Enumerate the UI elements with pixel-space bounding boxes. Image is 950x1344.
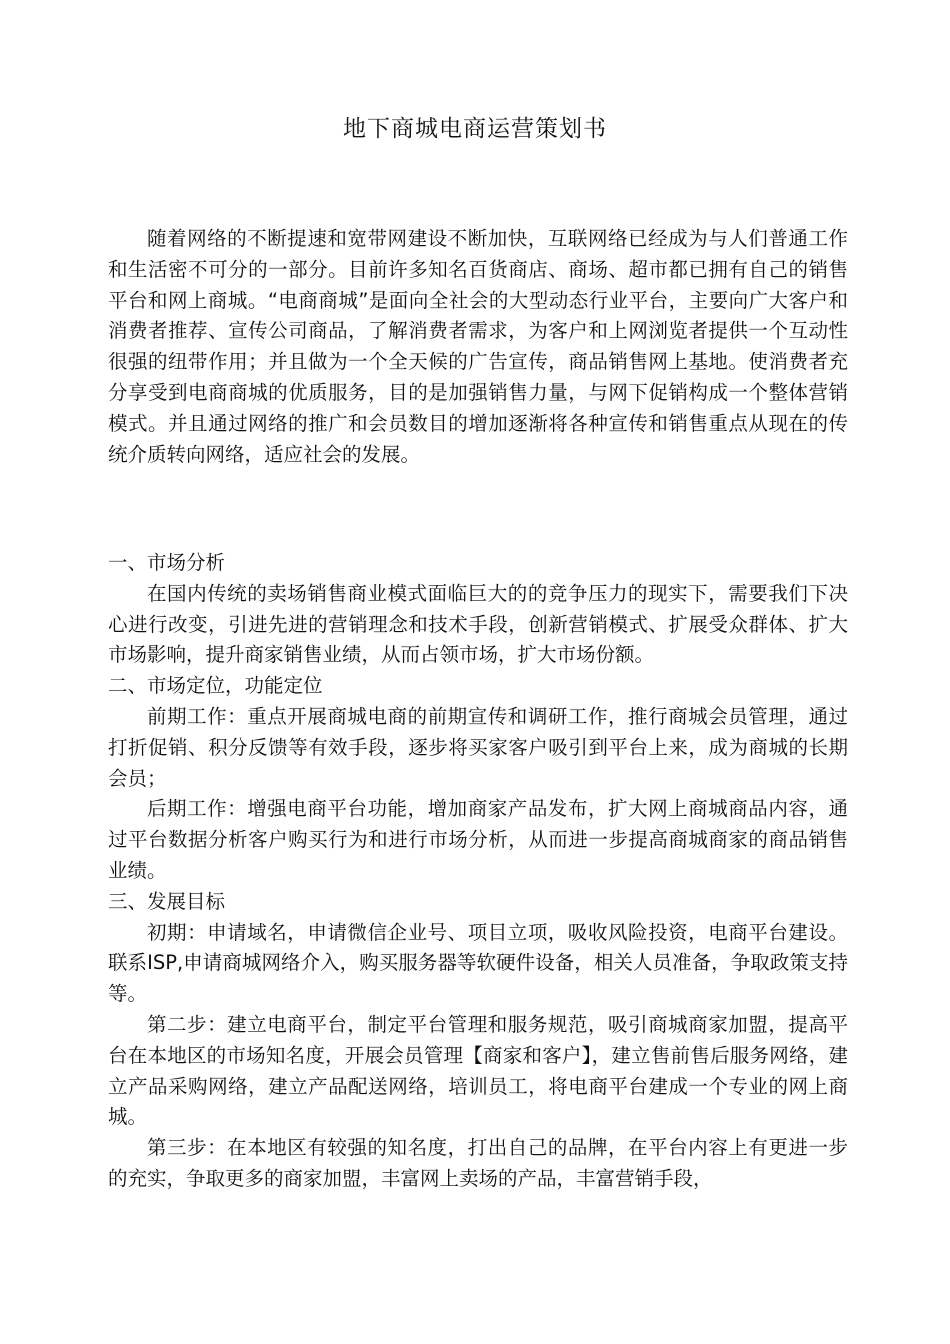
section-paragraph: 前期工作：重点开展商城电商的前期宣传和调研工作，推行商城会员管理，通过打折促销、积分反馈等有效手段，逐步将买家客户吸引到平台上来，成为商城的长期会员； (108, 704, 848, 790)
section-development-goals (108, 887, 848, 1195)
section-market-analysis (108, 548, 848, 671)
section-heading: 三、发展目标 (108, 889, 226, 913)
section-positioning (108, 671, 848, 887)
intro-block (108, 224, 848, 470)
document-title: 地下商城电商运营策划书 (343, 116, 607, 142)
intro-paragraph: 随着网络的不断提速和宽带网建设不断加快，互联网络已经成为与人们普通工作和生活密不可分的一部分。目前许多知名百货商店、商场、超市都已拥有自己的销售平台和网上商城。“电商商城”是面向全社会的大型动态行业平台，主要向广大客户和消费者推荐、宣传公司商品，了解消费者需求，为客户和上网浏览者提供一个互动性很强的纽带作用；并且做为一个全天候的广告宣传，商品销售网上基地。使消费者充分享受到电商商城的优质服务，目的是加强销售力量，与网下促销构成一个整体营销模式。并且通过网络的推广和会员数目的增加逐渐将各种宣传和销售重点从现在的传统介质转向网络，适应社会的发展。 (108, 227, 848, 466)
section-heading: 二、市场定位，功能定位 (108, 674, 323, 698)
section-paragraph: 第三步：在本地区有较强的知名度，打出自己的品牌，在平台内容上有更进一步的充实，争取更多的商家加盟，丰富网上卖场的产品，丰富营销手段， (108, 1136, 848, 1190)
section-paragraph: 在国内传统的卖场销售商业模式面临巨大的的竞争压力的现实下，需要我们下决心进行改变，引进先进的营销理念和技术手段，创新营销模式、扩展受众群体、扩大市场影响，提升商家销售业绩，从而占领市场，扩大市场份额。 (108, 581, 848, 667)
section-paragraph: 后期工作：增强电商平台功能，增加商家产品发布，扩大网上商城商品内容，通过平台数据分析客户购买行为和进行市场分析，从而进一步提高商城商家的商品销售业绩。 (108, 797, 848, 882)
section-paragraph: 第二步：建立电商平台，制定平台管理和服务规范，吸引商城商家加盟，提高平台在本地区的市场知名度，开展会员管理【商家和客户】，建立售前售后服务网络，建立产品采购网络，建立产品配送网络，培训员工，将电商平台建成一个专业的网上商城。 (108, 1012, 848, 1129)
section-paragraph: 初期：申请域名，申请微信企业号、项目立项，吸收风险投资，电商平台建设。联系ISP,申请商城网络介入，购买服务器等软硬件设备，相关人员准备，争取政策支持等。 (108, 920, 848, 1006)
section-heading: 一、市场分析 (108, 551, 226, 574)
sections-block (108, 548, 848, 1195)
